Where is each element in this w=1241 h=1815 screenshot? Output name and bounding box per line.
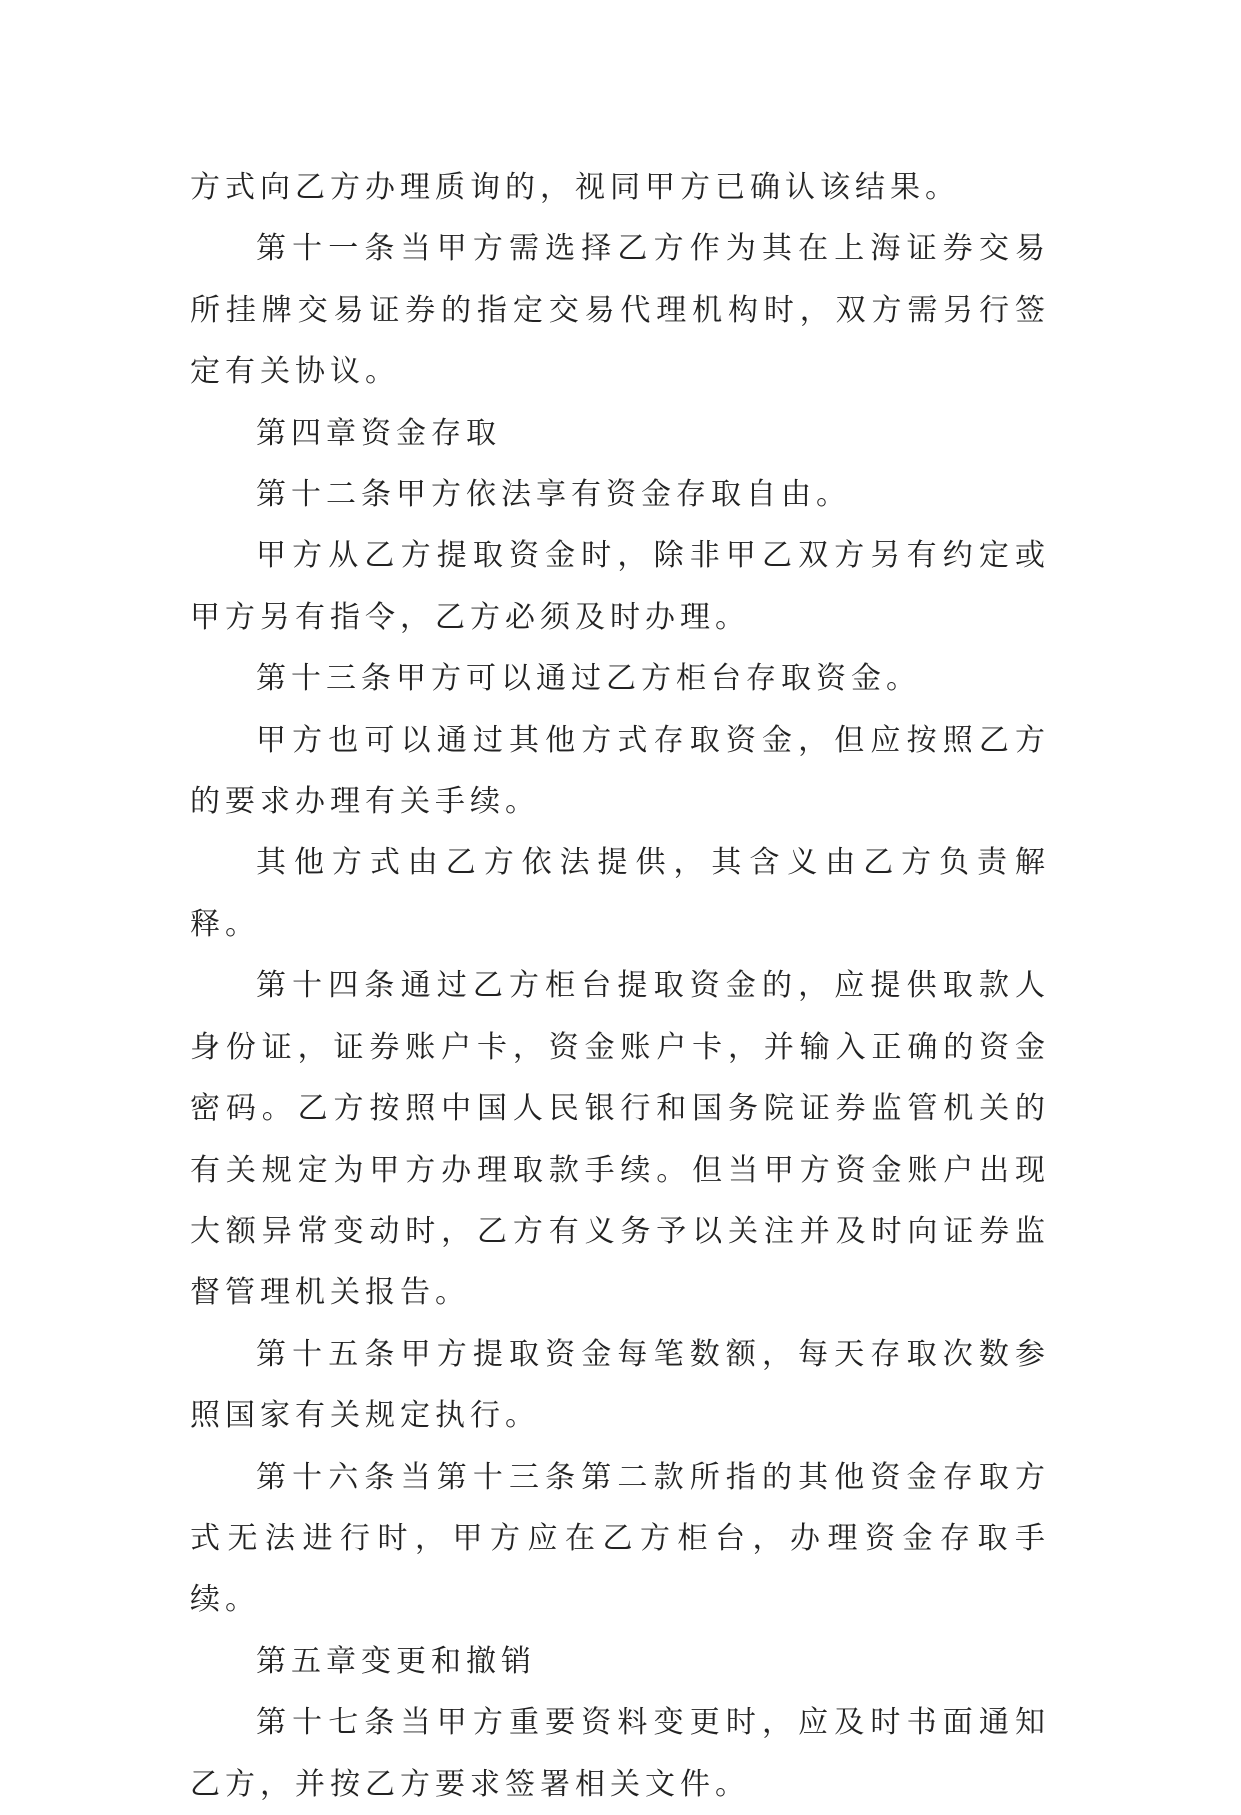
paragraph-article-13-clause-3: 其他方式由乙方依法提供，其含义由乙方负责解释。 <box>190 845 1050 942</box>
paragraph-article-15: 第十五条甲方提取资金每笔数额，每天存取次数参照国家有关规定执行。 <box>190 1336 1050 1434</box>
paragraph-article-12: 第十二条甲方依法享有资金存取自由。 <box>256 477 851 513</box>
paragraph-article-16: 第十六条当第十三条第二款所指的其他资金存取方式无法进行时，甲方应在乙方柜台，办理资金存取手续。 <box>190 1459 1050 1618</box>
document-body <box>190 157 1050 1815</box>
paragraph-article-14: 第十四条通过乙方柜台提取资金的，应提供取款人身份证，证券账户卡，资金账户卡，并输入正确的资金密码。乙方按照中国人民银行和国务院证券监管机关的有关规定为甲方办理取款手续。但当甲方资金账户出现大额异常变动时，乙方有义务予以关注并及时向证券监督管理机关报告。 <box>190 968 1050 1311</box>
paragraph-continuation: 方式向乙方办理质询的，视同甲方已确认该结果。 <box>190 170 960 205</box>
chapter-heading-5: 第五章变更和撤销 <box>256 1643 536 1679</box>
paragraph-article-13: 第十三条甲方可以通过乙方柜台存取资金。 <box>256 661 921 697</box>
paragraph-article-11: 第十一条当甲方需选择乙方作为其在上海证券交易所挂牌交易证券的指定交易代理机构时，双方需另行签定有关协议。 <box>190 231 1050 390</box>
paragraph-article-12-clause: 甲方从乙方提取资金时，除非甲乙双方另有约定或甲方另有指令，乙方必须及时办理。 <box>190 538 1050 635</box>
paragraph-article-17: 第十七条当甲方重要资料变更时，应及时书面通知乙方，并按乙方要求签署相关文件。 <box>190 1705 1050 1802</box>
chapter-heading-4: 第四章资金存取 <box>256 415 501 451</box>
paragraph-article-13-clause-2: 甲方也可以通过其他方式存取资金，但应按照乙方的要求办理有关手续。 <box>190 722 1050 820</box>
